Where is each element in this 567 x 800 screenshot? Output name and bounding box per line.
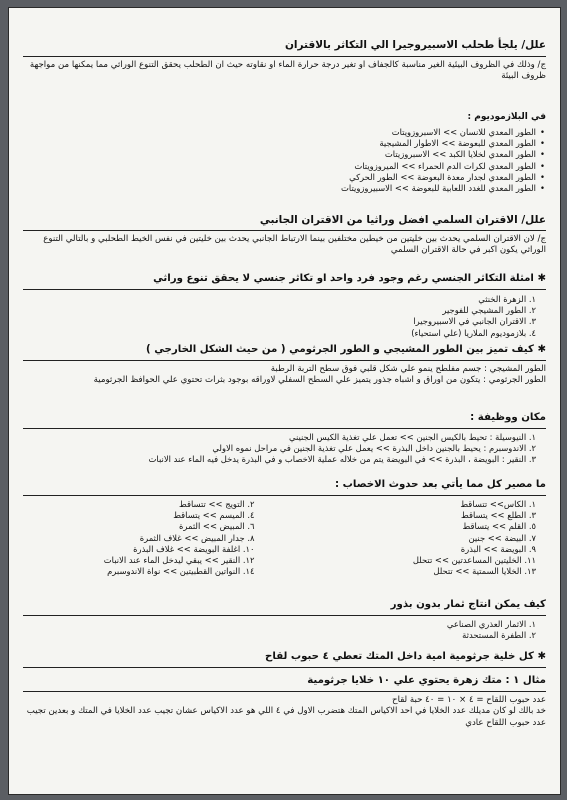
list-item: ٣. الطلع >> يتساقط — [461, 510, 536, 521]
example-1-heading: مثال ١ : متك زهرة يحتوي علي ١٠ خلايا جرثومية — [307, 675, 546, 686]
list-item: • الطور المعدي للبعوضة >> الاطوار المشيجية — [23, 138, 536, 149]
list-item: • الطور المعدي لخلايا الكبد >> الاسبروزيتات — [23, 149, 536, 160]
list-item: • الطور المعدي للانسان >> الاسبروزويتات — [23, 127, 536, 138]
star-icon: ✱ — [533, 273, 546, 284]
list-item: ٢. التويج >> تتساقط — [179, 499, 255, 509]
question-1-answer: ج/ وذلك في الظروف البيئية الغير مناسبة كالجفاف او تغير درجة حرارة الماء او نقاوته حيث ان الطحلب يحقق التنوع الوراثي مما يمكنها من مواجهة ظروف البيئة — [29, 60, 546, 82]
list-item: ٢. الطور المشيجي للفوجير — [442, 305, 536, 316]
list-item: ٤. الميسم >> يتساقط — [173, 510, 255, 521]
list-item: ٣. الاقتران الجانبي في الاسبيروجيرا — [413, 316, 536, 327]
divider — [23, 495, 546, 496]
question-2-heading: علل/ الاقتران السلمي افضل وراثيا من الاقتران الجانبي — [259, 214, 546, 226]
list-item: ١. الكاس>> تتساقط — [460, 499, 536, 509]
example-1-body — [23, 695, 546, 729]
question-2-answer: ج/ لان الاقتران السلمي يحدث بين خليتين من خيطين مختلفين بينما الارتباط الجانبي يحدث بين خليتين في نفس الخيط الطحلبي و بالتالي التنوع الوراثي يكون اكبر في حالة الاقتران السلمي — [43, 234, 546, 256]
divider — [23, 230, 546, 231]
list-item: ١٣. الخلايا السمتية >> تتحلل — [433, 566, 536, 577]
list-item: ٢. الاندوسبرم : يحيط بالجنين داخل البذرة >> يعمل علي تغذية الجنين في مراحل نموه الاولي — [212, 443, 536, 454]
question-2 — [23, 213, 546, 227]
plasmodium-section — [23, 111, 546, 194]
divider — [23, 667, 546, 668]
question-8-heading: ✱ كل خلية جرثومية امية داخل المتك تعطي ٤ حبوب لقاح — [265, 651, 546, 662]
question-6-right-column — [305, 499, 547, 577]
divider — [23, 56, 546, 57]
question-6-columns — [23, 499, 546, 577]
list-item: ٨. جدار المبيض >> غلاف الثمرة — [139, 532, 255, 543]
list-item: ١٢. النقير >> يبقي ليدخل الماء عند الانبات — [103, 555, 255, 566]
list-item: ٥. القلم >> يتساقط — [462, 521, 536, 532]
plasmodium-title: في البلازموديوم : — [467, 112, 546, 122]
divider — [23, 615, 546, 616]
list-item: ١٤. النواتين القطبيتين >> نواة الاندوسبرم — [107, 566, 255, 577]
list-item: ٦. المبيض >> الثمرة — [179, 521, 255, 532]
divider — [23, 691, 546, 692]
question-6-left-column — [23, 499, 265, 577]
list-item: • الطور المعدي لكرات الدم الحمراء >> الميروزويتات — [23, 161, 536, 172]
plasmodium-list — [23, 127, 546, 194]
list-item: ٩. البويضة >> البذرة — [460, 543, 536, 554]
list-item: ١. النيوسيلة : تحيط بالكيس الجنين >> تعمل علي تغذية الكيس الجنيني — [288, 432, 536, 442]
list-item: ٤. بلازموديوم الملاريا (علي استحياء) — [411, 327, 536, 338]
question-1-heading: علل/ يلجأ طحلب الاسبيروجيرا الي التكاثر بالاقتران — [284, 39, 546, 51]
question-7-list — [23, 619, 546, 641]
question-7-heading: كيف يمكن انتاج ثمار بدون بذور — [390, 599, 546, 610]
question-3-heading: ✱ امثلة التكاثر الجنسي رغم وجود فرد واحد او تكاثر جنسي لا يحقق تنوع وراثي — [153, 273, 546, 284]
list-item: ١. الزهرة الخنثي — [478, 294, 536, 304]
question-3-list — [23, 294, 546, 339]
divider — [23, 289, 546, 290]
gametophyte-line: الطور المشيجي : جسم مفلطح ينمو علي شكل قلبي فوق سطح التربة الرطبة — [270, 364, 546, 374]
list-item: ١١. الخليتين المساعدتين >> تتحلل — [412, 555, 536, 566]
sporophyte-line: الطور الجرثومي : يتكون من اوراق و اشباه جذور يتميز علي السطح السفلي لاوراقه بوجود بثرات تحتوي علي الحوافظ الجرثومية — [93, 375, 546, 386]
divider — [23, 428, 546, 429]
list-item: ١٠. اغلفة البويضة >> غلاف البذرة — [133, 543, 255, 554]
question-4-heading: ✱ كيف تميز بين الطور المشيجي و الطور الجرثومي ( من حيث الشكل الخارجي ) — [146, 344, 546, 355]
divider — [23, 360, 546, 361]
list-item: • الطور المعدي للغدد اللعابية للبعوضة >> الاسبيروزويتات — [23, 183, 536, 194]
list-item: ٧. البيضة >> جنين — [468, 532, 536, 543]
list-item: • الطور المعدي لجدار معدة البعوضة >> الطور الحركي — [23, 172, 536, 183]
star-icon: ✱ — [533, 651, 546, 662]
list-item: ٢. الطفرة المستحدثة — [462, 630, 536, 641]
question-1 — [23, 38, 546, 52]
star-icon: ✱ — [533, 344, 546, 355]
note-line: خد بالك لو كان مديلك عدد الخلايا في احد الاكياس المتك هتضرب الاول في ٤ اللي هو عدد الاكياس عشان تجيب عدد الخلايا في المتك و بعدين تجيب عدد حبوب اللقاح عادي — [26, 706, 546, 728]
question-5-list — [23, 432, 546, 466]
question-5-heading: مكان ووظيفة : — [470, 412, 546, 423]
list-item: ١. الاثمار العذري الصناعي — [446, 619, 536, 629]
pollen-count-line: عدد حبوب اللقاح = ٤ × ١٠ = ٤٠ حبة لقاح — [392, 695, 546, 705]
question-4-body — [23, 364, 546, 387]
question-6-heading: ما مصير كل مما يأتي بعد حدوث الاخصاب : — [335, 479, 546, 490]
document-page — [8, 7, 561, 795]
list-item: ٣. النقير : البويضة ، البذرة >> في البويضة يتم من خلاله عملية الاخصاب و في البذرة يدخل فيه الماء عند الانبات — [148, 454, 536, 465]
